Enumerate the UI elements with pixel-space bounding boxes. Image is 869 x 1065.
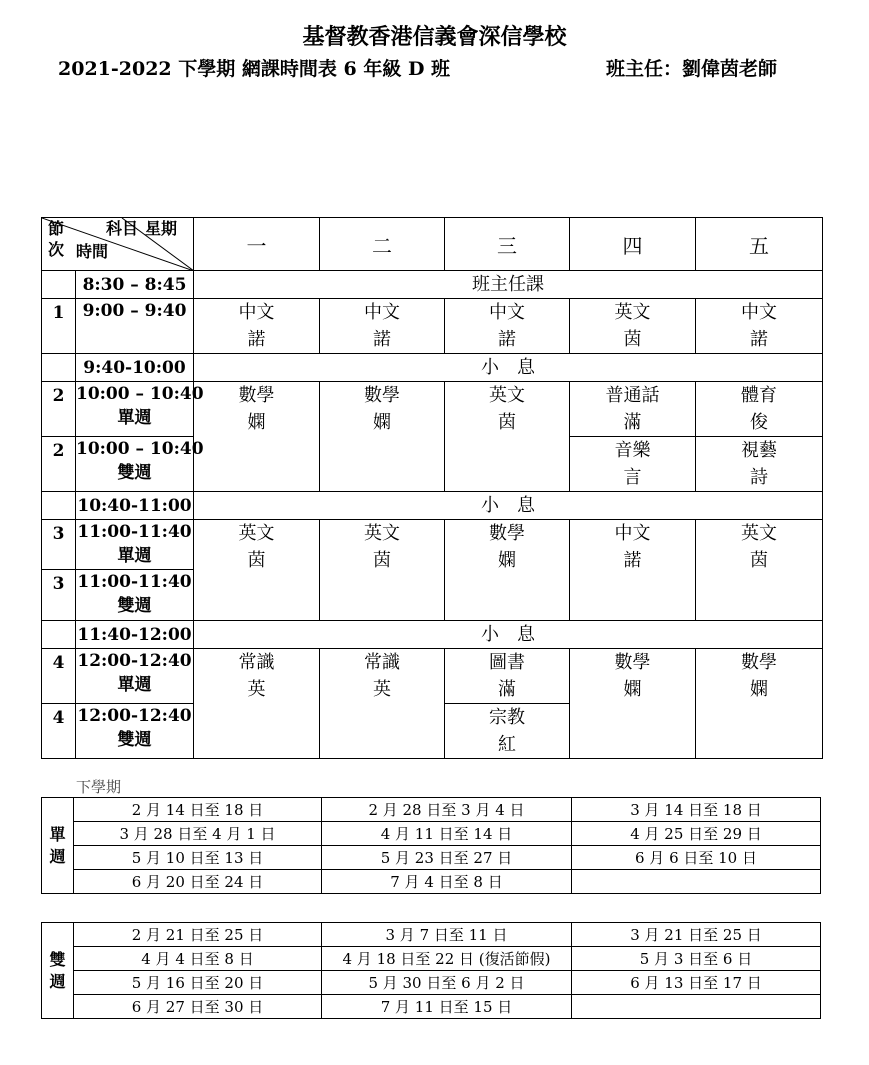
subject: 圖書 — [489, 652, 525, 673]
week-type: 雙週 — [117, 463, 152, 483]
lesson-cell — [445, 299, 570, 354]
date-range: 5 月 30 日至 6 月 2 日 — [322, 971, 572, 995]
subject: 英文 — [614, 302, 651, 323]
time: 12:00-12:40 — [77, 706, 192, 726]
corner-subject: 科目 — [106, 219, 139, 238]
date-range: 3 月 14 日至 18 日 — [572, 798, 821, 822]
subject: 中文 — [489, 302, 525, 323]
time: 10:00 – 10:40 — [76, 439, 204, 459]
week-type: 單週 — [117, 546, 152, 566]
date-range: 6 月 13 日至 17 日 — [572, 971, 821, 995]
double-week-label: 雙 週 — [42, 923, 74, 1019]
week-type: 雙週 — [117, 730, 152, 750]
time-cell: 9:00 – 9:40 — [76, 299, 194, 354]
subject: 普通話 — [605, 385, 660, 406]
period-cell-empty — [42, 354, 76, 382]
lesson-cell — [570, 520, 696, 621]
period-cell-empty — [42, 492, 76, 520]
day-header-thu: 四 — [570, 218, 696, 271]
teacher: 茵 — [750, 550, 768, 571]
subject: 宗教 — [489, 707, 525, 728]
date-range: 3 月 7 日至 11 日 — [322, 923, 572, 947]
time-cell: 9:40-10:00 — [76, 354, 194, 382]
break-row: 小 息 — [194, 492, 823, 520]
date-range: 2 月 28 日至 3 月 4 日 — [322, 798, 572, 822]
term-label: 下學期 — [76, 778, 122, 796]
week-type: 雙週 — [117, 596, 152, 616]
teacher: 諾 — [750, 329, 768, 350]
date-range: 5 月 23 日至 27 日 — [322, 846, 572, 870]
subject: 英文 — [489, 385, 525, 406]
time-cell: 10:40-11:00 — [76, 492, 194, 520]
time: 10:00 – 10:40 — [76, 384, 204, 404]
lesson-cell — [320, 382, 445, 492]
subject: 英文 — [741, 523, 777, 544]
date-range: 5 月 3 日至 6 日 — [572, 947, 821, 971]
period-number: 2 — [42, 437, 76, 492]
teacher: 英 — [373, 679, 391, 700]
teacher: 茵 — [623, 329, 642, 350]
day-header-mon: 一 — [194, 218, 320, 271]
day-header-tue: 二 — [320, 218, 445, 271]
teacher: 諾 — [623, 550, 642, 571]
date-range: 6 月 20 日至 24 日 — [74, 870, 322, 894]
lesson-cell — [445, 649, 570, 704]
lesson-cell — [570, 299, 696, 354]
date-range: 3 月 21 日至 25 日 — [572, 923, 821, 947]
subject: 體育 — [741, 385, 777, 406]
lesson-cell — [194, 520, 320, 621]
date-range: 3 月 28 日至 4 月 1 日 — [74, 822, 322, 846]
lesson-cell — [320, 520, 445, 621]
time-cell: 11:40-12:00 — [76, 621, 194, 649]
date-range: 6 月 27 日至 30 日 — [74, 995, 322, 1019]
time: 12:00-12:40 — [77, 651, 192, 671]
period-number: 1 — [42, 299, 76, 354]
date-range: 7 月 11 日至 15 日 — [322, 995, 572, 1019]
school-name: 基督教香港信義會深信學校 — [302, 24, 567, 50]
time-cell — [76, 437, 204, 492]
lesson-cell — [696, 382, 823, 437]
subject: 英文 — [238, 523, 275, 544]
single-weeks-table — [41, 797, 821, 894]
subject: 中文 — [238, 302, 275, 323]
class-teacher: 班主任：劉偉茵老師 — [606, 58, 778, 80]
teacher: 嫻 — [623, 679, 642, 700]
teacher: 嫻 — [247, 412, 266, 433]
date-range — [572, 995, 821, 1019]
teacher: 諾 — [498, 329, 516, 350]
lesson-cell — [194, 382, 320, 492]
lesson-cell — [445, 520, 570, 621]
term-info: 2021-2022 下學期 網課時間表 6 年級 D 班 — [58, 58, 451, 80]
double-weeks-table — [41, 922, 821, 1019]
teacher: 詩 — [750, 467, 768, 488]
date-range: 4 月 25 日至 29 日 — [572, 822, 821, 846]
break-row: 小 息 — [194, 354, 823, 382]
corner-period-top: 節 — [48, 219, 65, 238]
subject: 數學 — [614, 652, 651, 673]
day-header-fri: 五 — [696, 218, 823, 271]
period-cell-empty — [42, 271, 76, 299]
date-range — [572, 870, 821, 894]
subject: 視藝 — [741, 440, 777, 461]
week-type: 單週 — [117, 675, 152, 695]
lesson-cell — [194, 299, 320, 354]
lesson-cell — [696, 649, 823, 759]
date-range: 7 月 4 日至 8 日 — [322, 870, 572, 894]
lesson-cell — [696, 437, 823, 492]
time-cell: 8:30 – 8:45 — [76, 271, 194, 299]
teacher: 諾 — [247, 329, 266, 350]
lesson-cell — [320, 299, 445, 354]
period-cell-empty — [42, 621, 76, 649]
period-number: 3 — [42, 520, 76, 570]
corner-period-bottom: 次 — [48, 240, 65, 259]
subject: 中文 — [614, 523, 651, 544]
corner-time: 時間 — [76, 242, 109, 261]
week-type: 單週 — [117, 408, 152, 428]
corner-weekday: 星期 — [145, 219, 178, 238]
teacher: 茵 — [373, 550, 391, 571]
date-range: 4 月 11 日至 14 日 — [322, 822, 572, 846]
class-teacher-lesson: 班主任課 — [194, 271, 823, 299]
lesson-cell — [194, 649, 320, 759]
single-week-label: 單 週 — [42, 798, 74, 894]
time-cell — [76, 520, 194, 570]
header-corner — [42, 218, 194, 271]
subject: 音樂 — [614, 440, 651, 461]
lesson-cell — [320, 649, 445, 759]
period-number: 4 — [42, 649, 76, 704]
teacher: 諾 — [373, 329, 391, 350]
lesson-cell — [570, 382, 696, 437]
subject: 中文 — [364, 302, 400, 323]
period-number: 3 — [42, 570, 76, 621]
date-range: 4 月 4 日至 8 日 — [74, 947, 322, 971]
break-row: 小 息 — [194, 621, 823, 649]
subject: 常識 — [238, 652, 275, 673]
subject: 數學 — [238, 385, 275, 406]
date-range: 2 月 21 日至 25 日 — [74, 923, 322, 947]
lesson-cell — [445, 382, 570, 492]
time-cell — [76, 570, 194, 621]
teacher: 滿 — [498, 679, 516, 700]
subject: 數學 — [489, 523, 525, 544]
lesson-cell — [696, 520, 823, 621]
teacher: 俊 — [750, 412, 768, 433]
lesson-cell — [445, 704, 570, 759]
teacher: 嫻 — [373, 412, 391, 433]
timetable — [41, 217, 823, 759]
date-range: 4 月 18 日至 22 日 (復活節假) — [322, 947, 572, 971]
subject: 英文 — [364, 523, 400, 544]
teacher: 茵 — [498, 412, 516, 433]
teacher: 嫻 — [750, 679, 768, 700]
subject: 數學 — [741, 652, 777, 673]
period-number: 2 — [42, 382, 76, 437]
teacher: 茵 — [247, 550, 266, 571]
teacher: 嫻 — [498, 550, 516, 571]
date-range: 6 月 6 日至 10 日 — [572, 846, 821, 870]
teacher: 英 — [247, 679, 266, 700]
teacher: 滿 — [623, 412, 642, 433]
lesson-cell — [570, 437, 696, 492]
time: 11:00-11:40 — [77, 572, 192, 592]
lesson-cell — [570, 649, 696, 759]
day-header-wed: 三 — [445, 218, 570, 271]
time: 11:00-11:40 — [77, 522, 192, 542]
teacher: 紅 — [498, 734, 516, 755]
lesson-cell — [696, 299, 823, 354]
date-range: 5 月 16 日至 20 日 — [74, 971, 322, 995]
subject: 中文 — [741, 302, 777, 323]
subject: 數學 — [364, 385, 400, 406]
date-range: 2 月 14 日至 18 日 — [74, 798, 322, 822]
date-range: 5 月 10 日至 13 日 — [74, 846, 322, 870]
period-number: 4 — [42, 704, 76, 759]
time-cell — [76, 704, 194, 759]
time-cell — [76, 382, 204, 437]
teacher: 言 — [623, 467, 642, 488]
time-cell — [76, 649, 194, 704]
subject: 常識 — [364, 652, 400, 673]
